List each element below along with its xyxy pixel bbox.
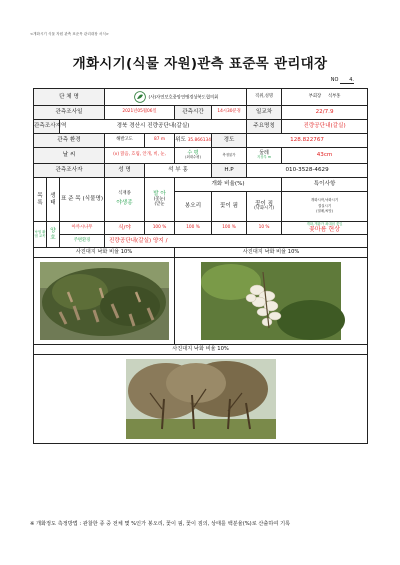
altitude-value: 87 m [145,134,175,148]
position-label: 직위,성명 [247,89,282,106]
circ-label: 둘레 [259,149,269,156]
row-list-value: 낙엽 활엽 교목 [34,222,47,248]
row-bud-value: 100 % [175,222,212,235]
temp-label: 일교차 [247,106,282,120]
tree-photo-3 [34,359,367,439]
col-list-header: 목 록 [34,178,47,222]
ratio-bloom-header: 꽃이 핌 [212,192,247,222]
page-title: 개화시기(식물 자원)관측 표준목 관리대장 [72,56,328,72]
wind-sub: (최대수평) [185,155,201,160]
ratio-fall-header: 꽃이 짐 [255,200,274,207]
photo2-caption: 사진대지 낙화 비율 10% [242,248,300,255]
row-bloom-value: 100 % [212,222,247,235]
row-special-a: 개화,개화가 최대의 꽃잎 [306,221,343,226]
lat-label: 위도 [175,137,186,144]
person-name-value: 석 부 홍 [145,164,212,178]
surroundings-label: 주변환경 [60,235,105,248]
record-number-label: NO [330,77,339,83]
team-value: (사)자연보호중앙연맹경상북도협의회 [148,95,219,101]
lat-value: 35.866134 [187,138,211,144]
name-value: 석부홍 [327,93,341,99]
place-value: 진량공단내(갈실) [282,120,368,134]
col-flower-bud-header: (꽃눈) [153,196,166,202]
circ-sub: 지상부 m [256,155,272,160]
obs-time-label: 관측시간 [175,106,212,120]
obs-date-value: 2021년05월06일 [105,106,175,120]
row-sprout-value: 100 % [145,222,175,235]
wind-label: 수 평 [187,149,199,156]
col-planted-header: 식재종 [118,191,131,197]
ratio-group-header: 개화 비율(%) [175,178,282,192]
ratio-fall-sub: (낙화시기) [254,206,275,212]
position-value: 부회장 [308,93,322,99]
location-value: 경북 경산시 진량공단내(갈실) [60,120,247,134]
col-wild-header: 야생종 [116,200,133,207]
photo1-caption: 사진대지 낙화 비율 10% [75,248,133,255]
temp-value: 22/7.9 [282,106,368,120]
location-label: 관측조사지역 [34,120,60,134]
env-label: 관측 환경 [34,134,105,148]
altitude-label: 해발고도 [105,134,145,148]
col-leaf-bud-header: (맏눈 [154,201,165,207]
ratio-bud-header: 봉오리 [175,192,212,222]
record-number-value: 4. [340,77,354,84]
measurement-footnote: ※ 개화정도 측정방법 : 관찰한 종 중 전체 몇 %인가 봉오리, 꽃이 핌, 꽃이 짐의, 상태를 백분율(%)로 산출하여 기록 [30,521,291,527]
lon-label: 경도 [212,134,247,148]
hp-label: H.P [212,164,247,178]
humidity-label: 측정불가 [212,148,247,164]
team-label: 단 체 명 [34,89,105,106]
special-fruit-header: 결실시기 [318,203,332,208]
tree-photo-2 [175,262,367,340]
circ-value: 43cm [282,148,368,164]
tree-photo-1 [34,262,174,340]
person-name-label: 성 명 [105,164,145,178]
special-seed-header: (열매,씨앗) [316,209,333,214]
weather-label: 날 씨 [34,148,105,164]
row-special-b: 꽃마름 현상 [309,225,340,233]
form-reference-note: <개화시기 식물 자원 관측 표준목 관리대장 서식> [30,32,109,36]
special-start-header: 개화시작,낙화시기 [310,197,339,202]
col-sprout-header: 발 아 [153,191,166,198]
place-label: 주요명칭 [247,120,282,134]
row-type-value: 식/야 [105,222,145,235]
person-label: 관측조사자 [34,164,105,178]
registry-table [33,88,368,444]
row-plant-value: 아까시나무 [60,222,105,235]
lon-value: 128.822767 [247,134,368,148]
organization-logo-icon [133,91,147,103]
obs-date-label: 관측조사일 [34,106,105,120]
record-number [331,77,354,84]
col-plant-header: 표 준 목 (식물명) [60,178,105,222]
special-group-header: 특이사항 [282,178,368,192]
surroundings-value: 진량공단내(갈실) 양지 / [105,235,368,248]
row-eco-value: 양 호 [47,222,60,248]
col-eco-header: 생 태 [47,178,60,222]
row-fall-value: 10 % [247,222,282,235]
obs-time-value: 14시30분경 [212,106,247,120]
weather-value: (v) 맑음, 흐림, 안개, 비, 눈, [105,148,175,164]
hp-value: 010-3528-4629 [247,164,368,178]
photo3-caption: 사진대지 낙화 비율 10% [172,345,229,352]
